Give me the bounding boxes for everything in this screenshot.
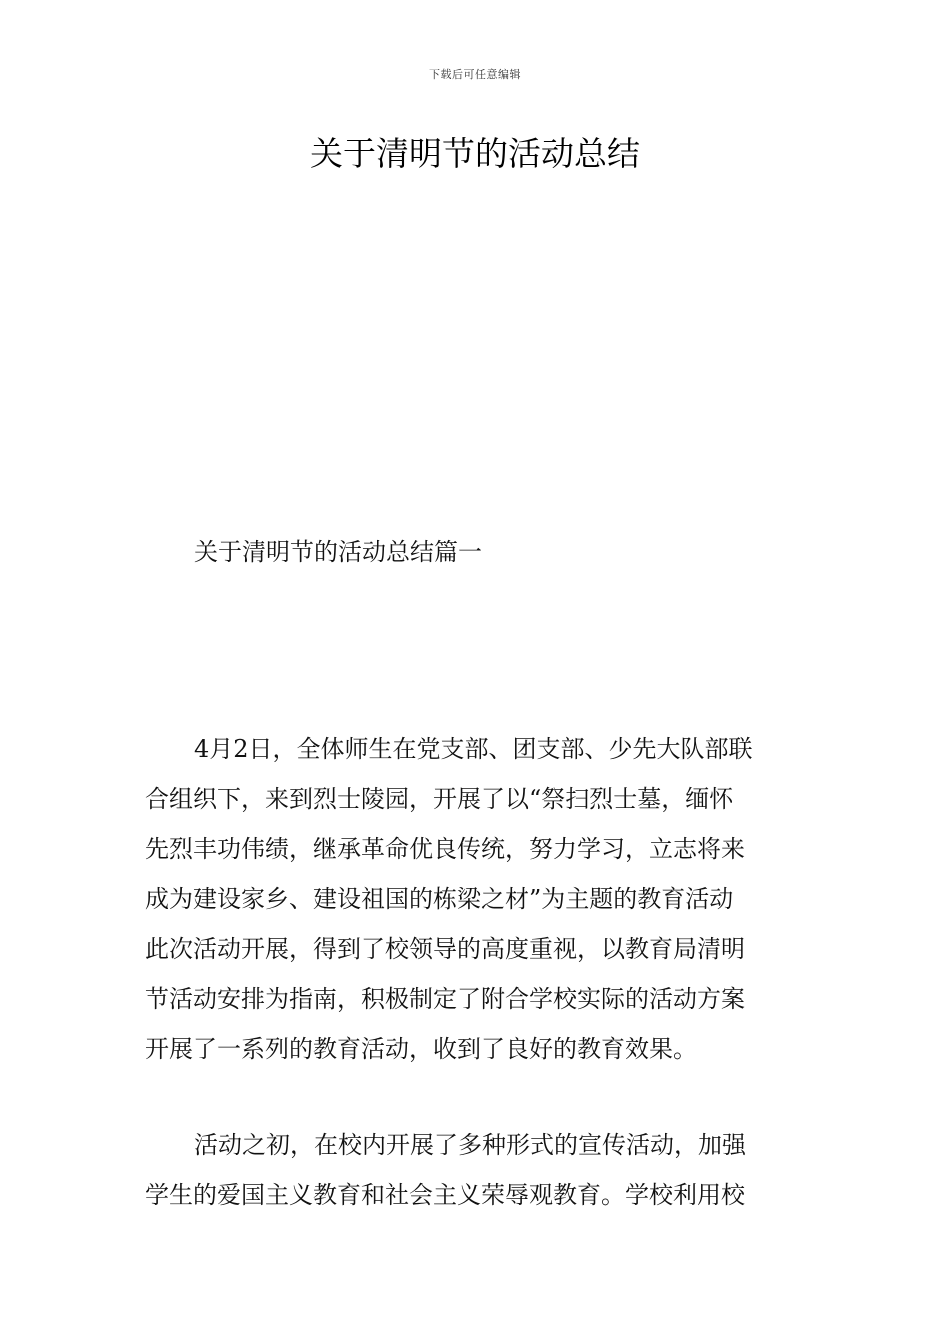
paragraph-line: 节活动安排为指南，积极制定了附合学校实际的活动方案 [145, 985, 745, 1013]
paragraph-line: 此次活动开展，得到了校领导的高度重视，以教育局清明 [145, 935, 745, 963]
paragraph-line: 活动之初，在校内开展了多种形式的宣传活动，加强 [194, 1131, 746, 1159]
paragraph-line: 合组织下，来到烈士陵园，开展了以“祭扫烈士墓，缅怀 [145, 785, 734, 813]
paragraph-line: 学生的爱国主义教育和社会主义荣辱观教育。学校利用校 [145, 1181, 745, 1209]
paragraph-line: 先烈丰功伟绩，继承革命优良传统，努力学习，立志将来 [145, 835, 745, 863]
document-title: 关于清明节的活动总结 [310, 134, 640, 173]
paragraph-1 [145, 724, 807, 1074]
paragraph-line: 成为建设家乡、建设祖国的栋梁之材”为主题的教育活动 [145, 885, 734, 913]
paragraph-line: 开展了一系列的教育活动，收到了良好的教育效果。 [145, 1035, 697, 1063]
section-heading: 关于清明节的活动总结篇一 [194, 538, 482, 566]
paragraph-line: 4月2日，全体师生在党支部、团支部、少先大队部联 [194, 735, 753, 763]
paragraph-2 [145, 1120, 807, 1220]
header-note: 下载后可任意编辑 [429, 68, 521, 81]
